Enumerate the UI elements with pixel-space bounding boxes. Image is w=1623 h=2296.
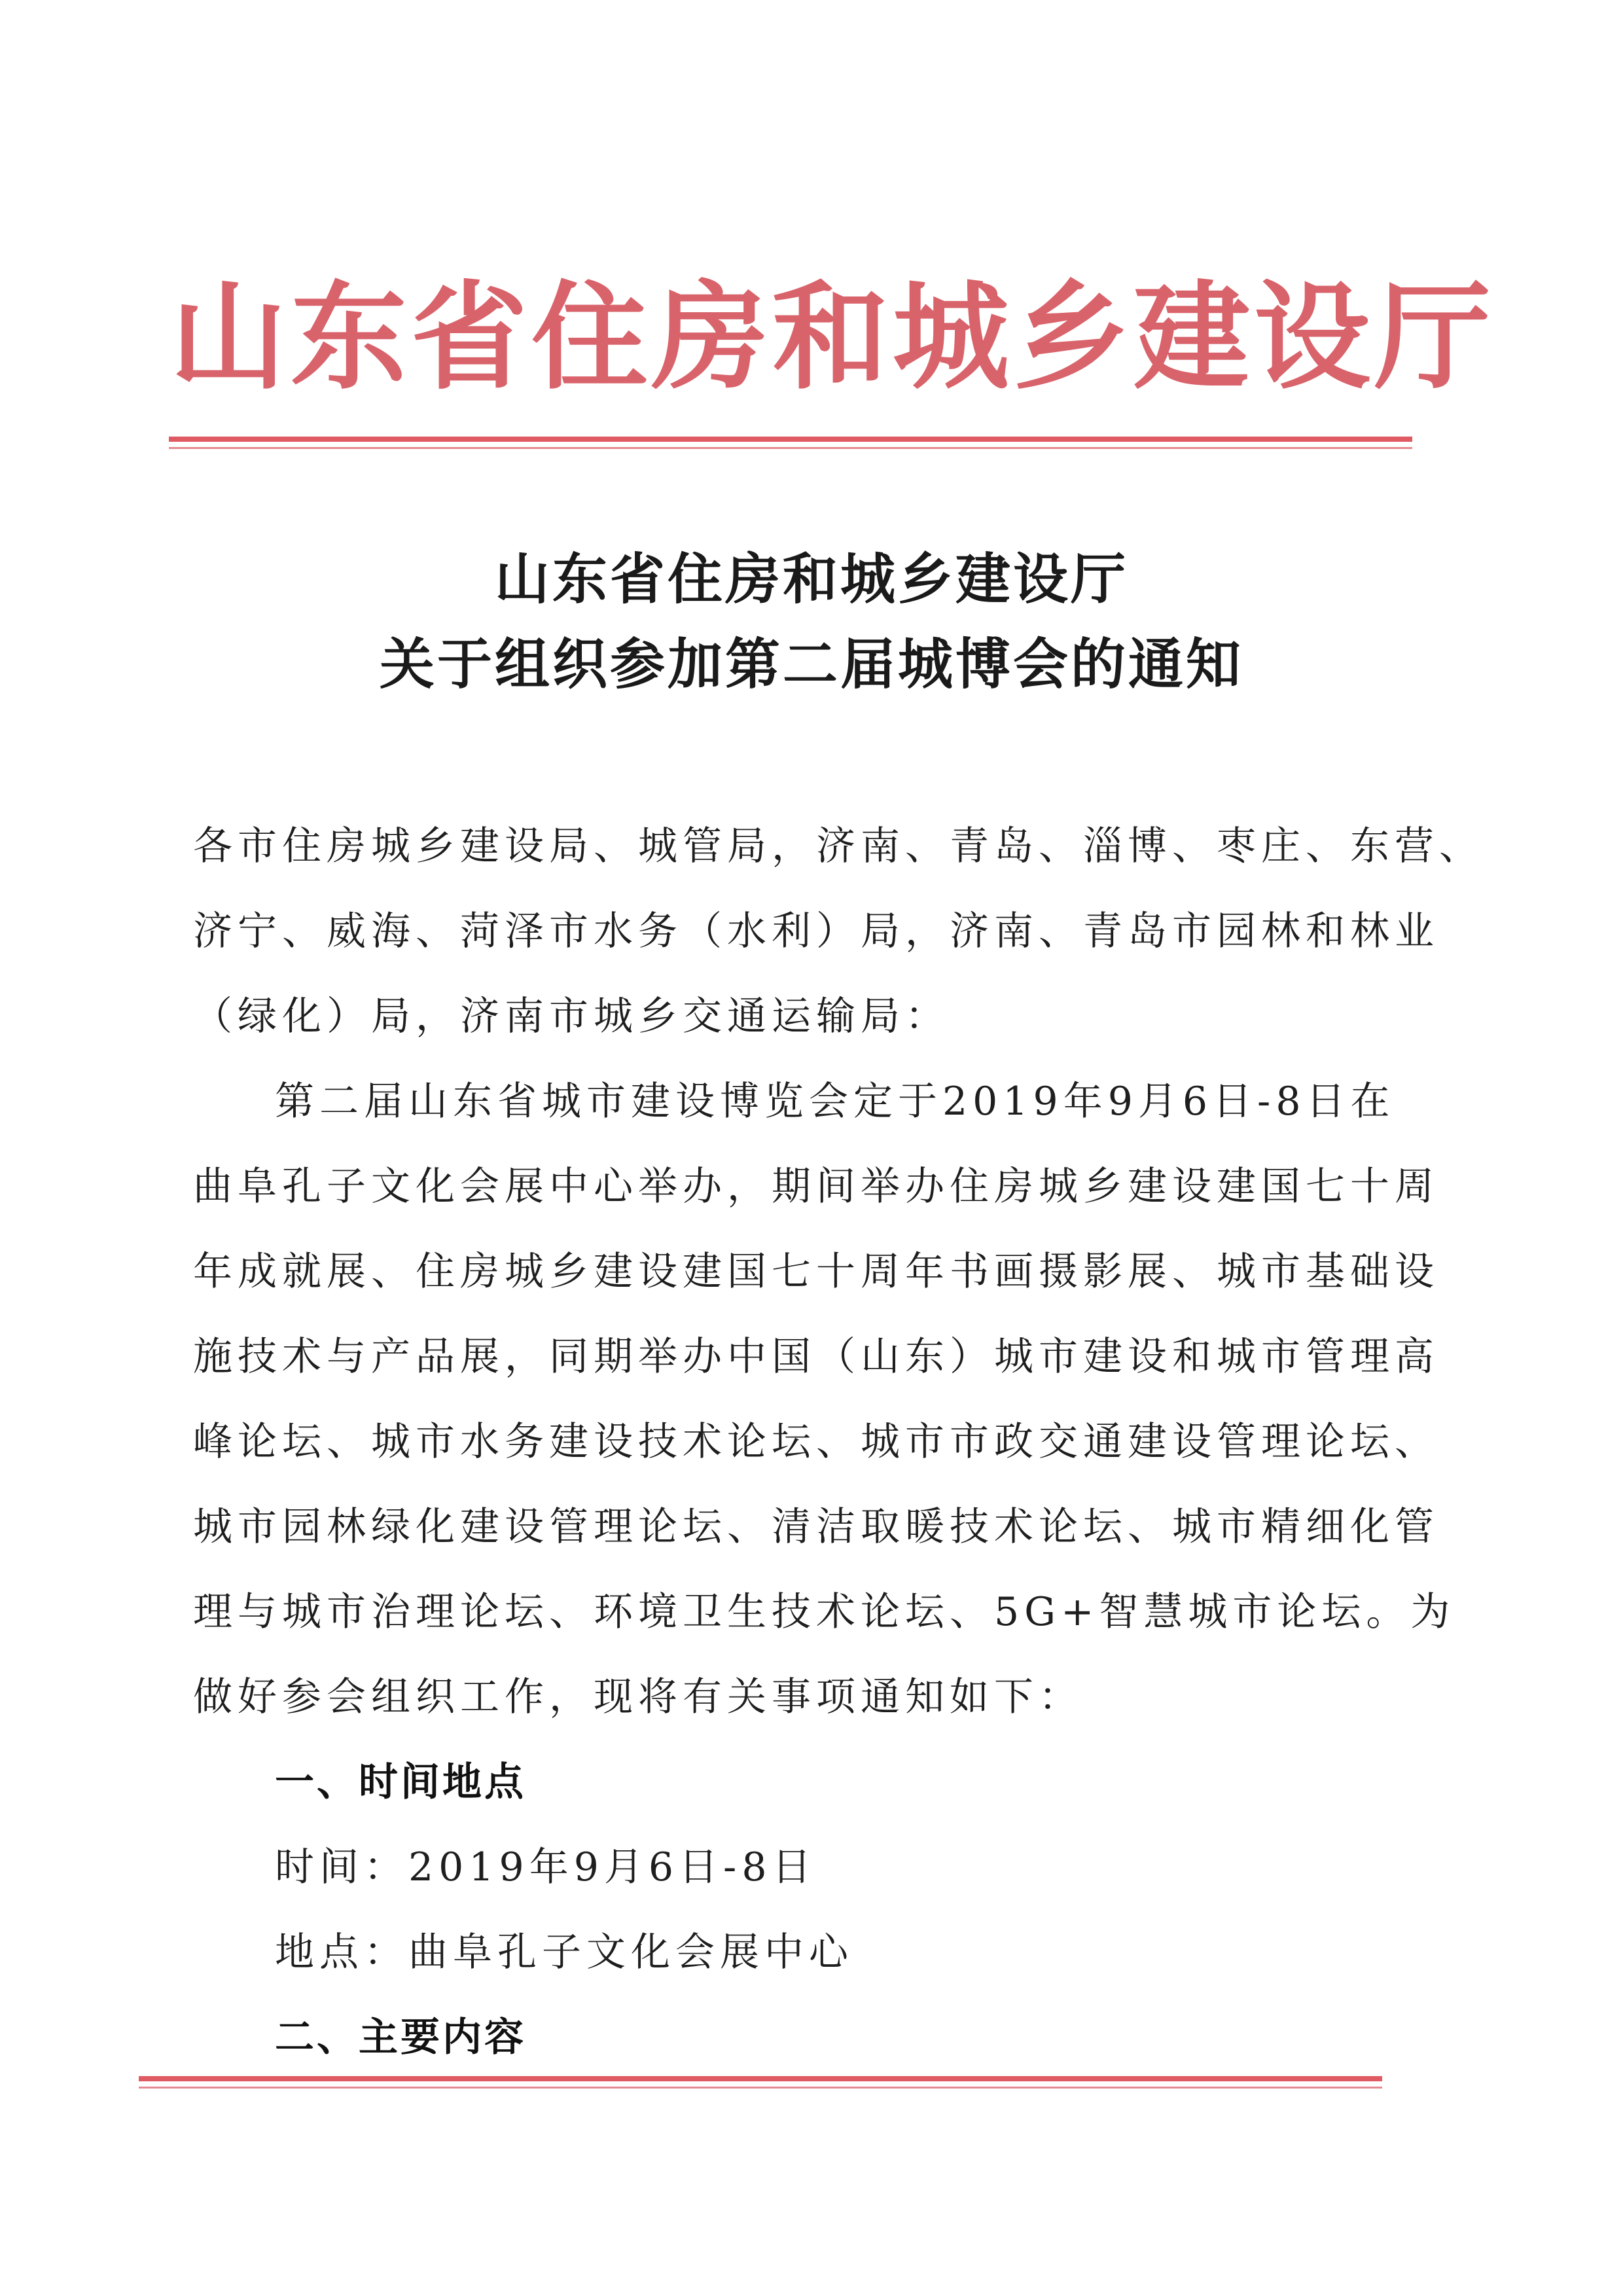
footer-red-rule xyxy=(139,2076,1382,2089)
event-place: 地点：曲阜孔子文化会展中心 xyxy=(275,1929,853,1975)
paragraph-line-2: 曲阜孔子文化会展中心举办，期间举办住房城乡建设建国七十周 xyxy=(193,1164,1439,1210)
letterhead-red-rule xyxy=(169,437,1412,449)
section-heading-time-place: 一、时间地点 xyxy=(275,1759,526,1805)
paragraph-line-6: 城市园林绿化建设管理论坛、清洁取暖技术论坛、城市精细化管 xyxy=(193,1504,1439,1550)
event-time: 时间：2019年9月6日-8日 xyxy=(275,1844,817,1890)
addressee-line-1: 各市住房城乡建设局、城管局，济南、青岛、淄博、枣庄、东营、 xyxy=(193,823,1484,869)
paragraph-line-5: 峰论坛、城市水务建设技术论坛、城市市政交通建设管理论坛、 xyxy=(193,1419,1439,1465)
paragraph-line-1: 第二届山东省城市建设博览会定于2019年9月6日-8日在 xyxy=(275,1079,1395,1124)
paragraph-line-4: 施技术与产品展，同期举办中国（山东）城市建设和城市管理高 xyxy=(193,1334,1439,1380)
paragraph-line-7: 理与城市治理论坛、环境卫生技术论坛、5G+智慧城市论坛。为 xyxy=(193,1589,1455,1635)
document-title-line-2: 关于组织参加第二届城博会的通知 xyxy=(379,632,1243,696)
addressee-line-2: 济宁、威海、菏泽市水务（水利）局，济南、青岛市园林和林业 xyxy=(193,908,1439,954)
addressee-line-3: （绿化）局，济南市城乡交通运输局： xyxy=(193,994,950,1039)
paragraph-line-8: 做好参会组织工作，现将有关事项通知如下： xyxy=(193,1674,1083,1720)
paragraph-line-3: 年成就展、住房城乡建设建国七十周年书画摄影展、城市基础设 xyxy=(193,1249,1439,1295)
section-heading-main-content: 二、主要内容 xyxy=(275,2015,526,2060)
document-title-line-1: 山东省住房和城乡建设厅 xyxy=(494,547,1128,611)
letterhead-org-name: 山东省住房和城乡建设厅 xyxy=(170,268,1495,405)
